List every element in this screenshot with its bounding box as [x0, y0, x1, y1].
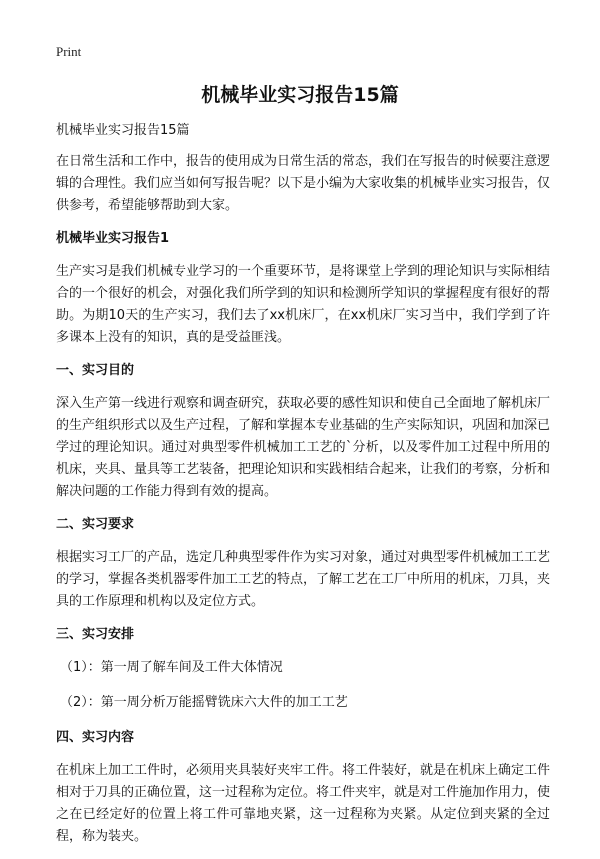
section-heading-schedule: 三、实习安排	[56, 627, 135, 642]
intro-paragraph: 在日常生活和工作中，报告的使用成为日常生活的常态，我们在写报告的时候要注意逻辑的合理性。我们应当如何写报告呢？以下是小编为大家收集的机械毕业实习报告，仅供参考，希望能够帮助到大家。	[56, 154, 551, 213]
schedule-item: （2）：第一周分析万能摇臂铣床六大件的加工工艺	[60, 695, 348, 710]
section-heading-content: 四、实习内容	[56, 730, 135, 745]
print-link[interactable]: Print	[56, 44, 82, 59]
section-heading-requirements: 二、实习要求	[56, 517, 135, 532]
section-text-requirements: 根据实习工厂的产品，选定几种典型零件作为实习对象，通过对典型零件机械加工工艺的学习，掌握各类机器零件加工工艺的特点，了解工艺在工厂中所用的机床，刀具，夹具的工作原理和机构以及定位方式。	[56, 550, 551, 609]
report-intro-paragraph: 生产实习是我们机械专业学习的一个重要环节，是将课堂上学到的理论知识与实际相结合的一个很好的机会，对强化我们所学到的知识和检测所学知识的掌握程度有很好的帮助。为期10天的生产实习，我们去了xx机床厂，在xx机床厂实习当中，我们学到了许多课本上没有的知识，真的是受益匪浅。	[56, 264, 551, 345]
report-heading: 机械毕业实习报告1	[56, 231, 170, 246]
page-title: 机械毕业实习报告15篇	[201, 84, 399, 106]
document-subtitle: 机械毕业实习报告15篇	[56, 123, 190, 138]
section-text-content: 在机床上加工工件时，必须用夹具装好夹牢工件。将工件装好，就是在机床上确定工件相对于刀具的正确位置，这一过程称为定位。将工件夹牢，就是对工件施加作用力，使之在已经定好的位置上将工件可靠地夹紧，这一过程称为夹紧。从定位到夹紧的全过程，称为装夹。	[56, 763, 551, 844]
schedule-item: （1）：第一周了解车间及工件大体情况	[60, 660, 283, 675]
section-text-purpose: 深入生产第一线进行观察和调查研究，获取必要的感性知识和使自己全面地了解机床厂的生产组织形式以及生产过程，了解和掌握本专业基础的生产实际知识，巩固和加深已学过的理论知识。通过对典型零件机械加工工艺的`分析，以及零件加工过程中所用的机床，夹具、量具等工艺装备，把理论知识和实践相结合起来，让我们的考察，分析和解决问题的工作能力得到有效的提高。	[56, 396, 551, 499]
document-body	[56, 120, 550, 859]
section-heading-purpose: 一、实习目的	[56, 363, 135, 378]
